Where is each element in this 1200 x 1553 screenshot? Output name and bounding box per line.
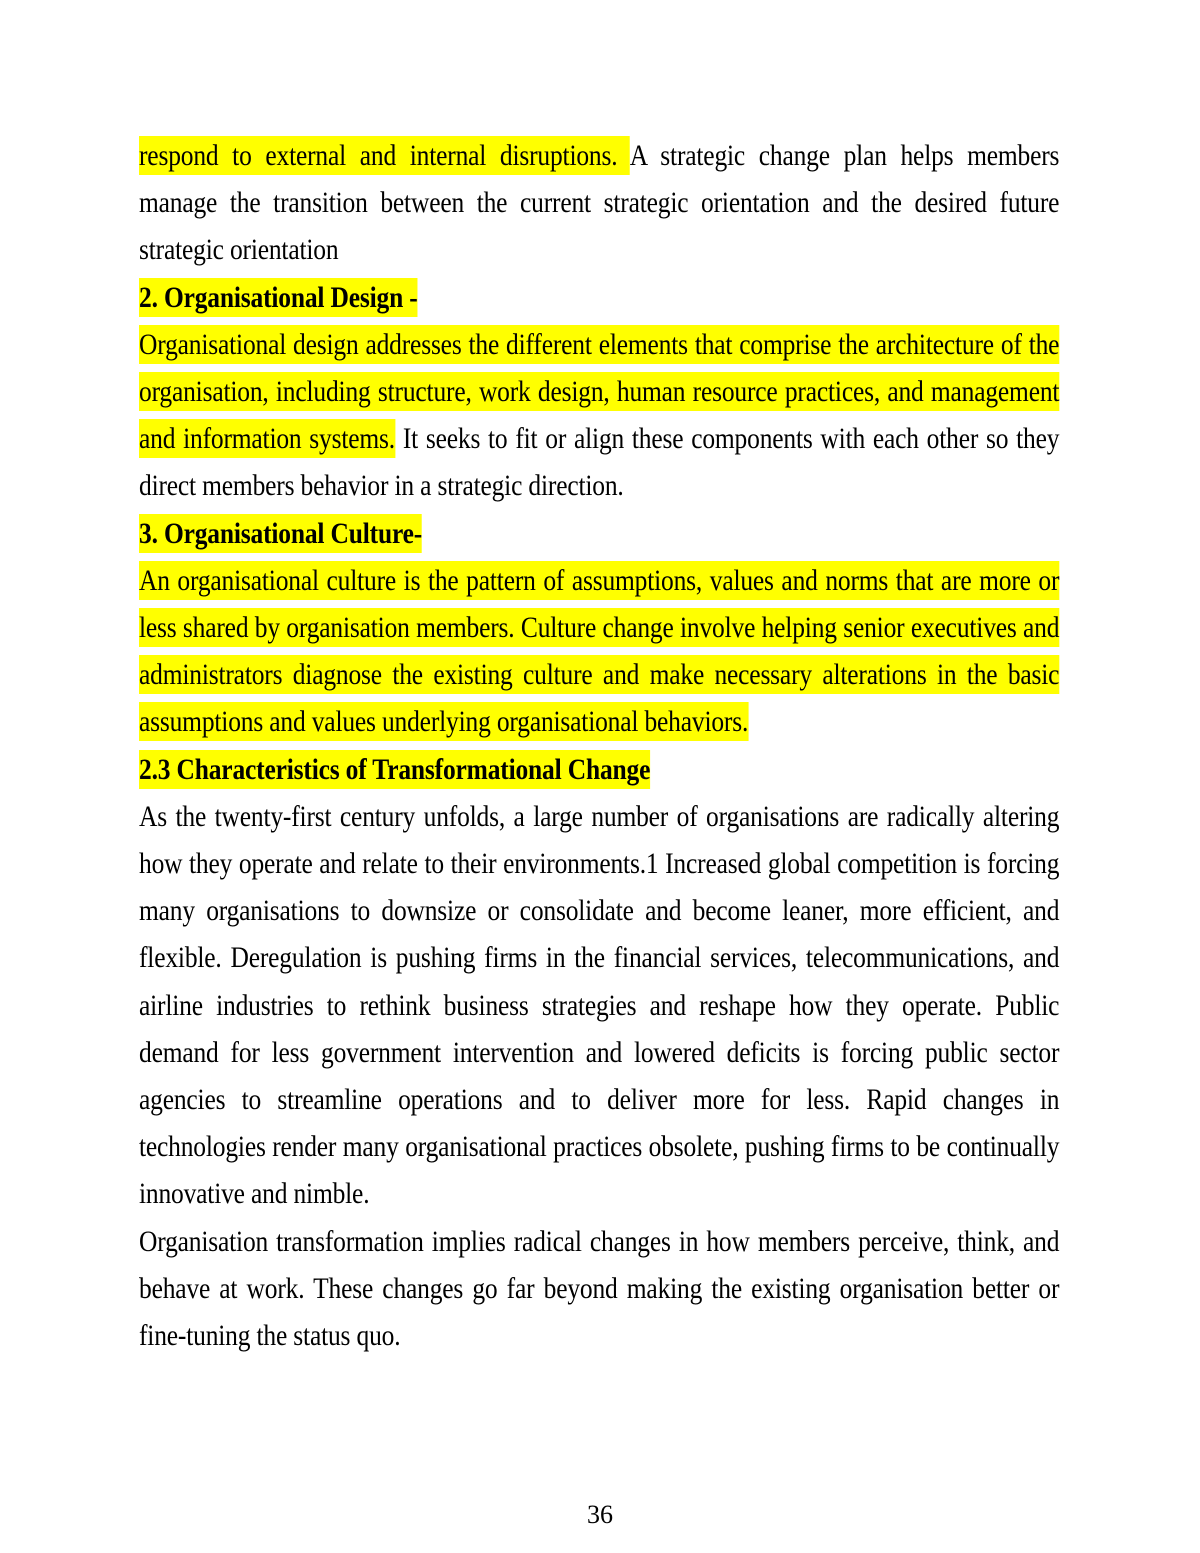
text-run: As the twenty-first century unfolds, a large number of organisations are radically altering how they operate and relate to their environments.1 Increased global competition is forcing many organisations to downsize or consolidate and become leaner, more efficient, and flexible. Deregulation is pushing firms in the financial services, telecommunications, and airline industries to rethink business strategies and reshape how they operate. Public demand for less government intervention and lowered deficits is forcing public sector agencies to streamline operations and to deliver more for less. Rapid changes in technologies render many organisational practices obsolete, pushing firms to be continually innovative and nimble. bbox=[139, 799, 1060, 1211]
highlighted-text-run: Organisational design addresses the different elements that comprise the architecture of the organisation, including structure, work design, human resource practices, and management and information systems. bbox=[139, 325, 1059, 458]
paragraph bbox=[139, 132, 1059, 274]
document-text bbox=[139, 132, 1059, 1359]
section-heading bbox=[139, 510, 1059, 557]
text-run: A strategic change plan helps members manage the transition between the current strategic orientation and the desired future strategic orientation bbox=[139, 139, 1060, 267]
highlighted-text-run: respond to external and internal disruptions. bbox=[139, 136, 630, 175]
highlighted-text-run: 2. Organisational Design - bbox=[139, 278, 418, 317]
text-run: It seeks to fit or align these components with each other so they direct members behavior in a strategic direction. bbox=[139, 422, 1060, 503]
highlighted-text-run: 3. Organisational Culture- bbox=[139, 514, 422, 553]
highlighted-text-run: 2.3 Characteristics of Transformational Change bbox=[139, 750, 650, 789]
section-heading bbox=[139, 274, 1059, 321]
highlighted-text-run: An organisational culture is the pattern of assumptions, values and norms that are more or less shared by organisation members. Culture change involve helping senior executives and administrators diagnose the existing culture and make necessary alterations in the basic assumptions and values underlying organisational behaviors. bbox=[139, 561, 1059, 742]
text-run: Organisation transformation implies radical changes in how members perceive, think, and behave at work. These changes go far beyond making the existing organisation better or fine-tuning the status quo. bbox=[139, 1224, 1060, 1353]
page-number: 36 bbox=[587, 1500, 613, 1529]
paragraph bbox=[139, 1218, 1059, 1360]
paragraph bbox=[139, 793, 1059, 1218]
section-heading bbox=[139, 746, 1059, 793]
paragraph bbox=[139, 321, 1059, 510]
paragraph bbox=[139, 557, 1059, 746]
